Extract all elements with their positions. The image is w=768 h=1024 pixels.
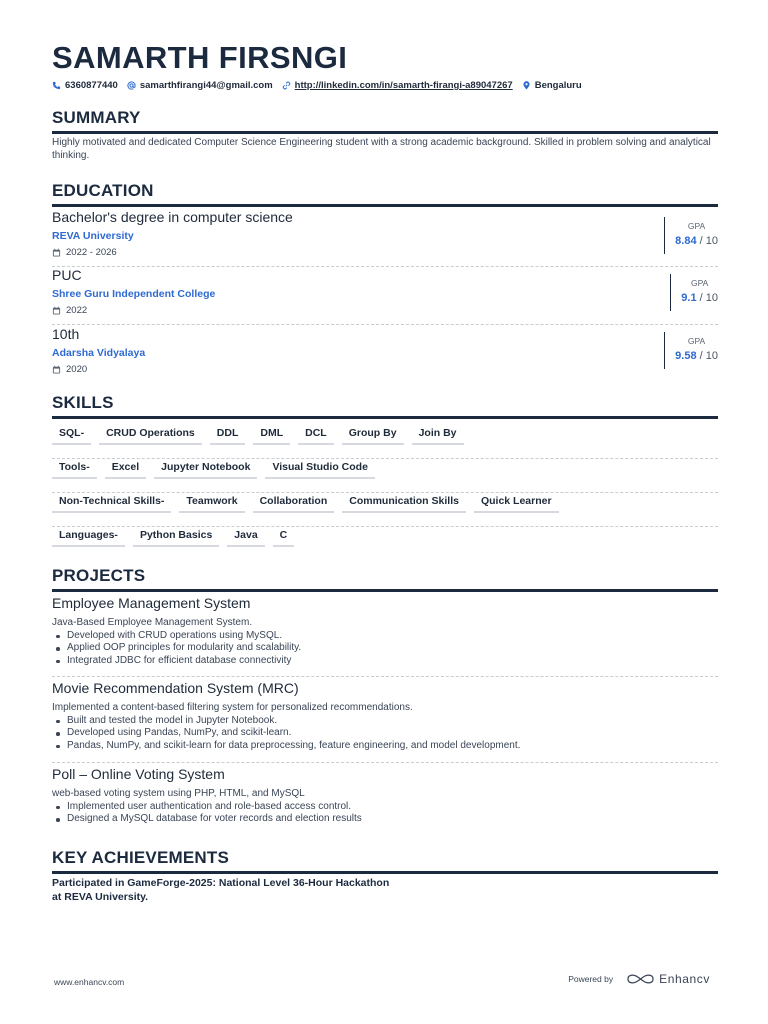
gpa-scale: / 10: [699, 350, 718, 362]
skill-tag: Java: [227, 527, 264, 547]
calendar-icon: [52, 365, 61, 374]
gpa-number: 9.58: [675, 350, 697, 362]
powered-by-text: Powered by: [568, 974, 614, 984]
enhancv-logo-icon: [627, 972, 654, 986]
skill-tag: DDL: [210, 425, 246, 445]
education-entry: [52, 267, 718, 325]
project-entry: [52, 595, 718, 677]
contact-bar: [52, 80, 591, 91]
skill-tag: Group By: [342, 425, 404, 445]
phone-text: 6360877440: [65, 80, 118, 91]
skill-tag: C: [273, 527, 295, 547]
skill-tag: Non-Technical Skills-: [52, 493, 171, 513]
education-dates: [52, 305, 87, 316]
skill-tag: Join By: [412, 425, 464, 445]
achievements-heading: KEY ACHIEVEMENTS: [52, 848, 718, 874]
footer-url[interactable]: www.enhancv.com: [54, 977, 125, 987]
email-text: samarthfirangi44@gmail.com: [139, 80, 273, 91]
bullet-item: Developed using Pandas, NumPy, and scikit-learn.: [52, 727, 718, 740]
linkedin-link[interactable]: http://linkedin.com/in/samarth-firangi-a89047267: [294, 80, 513, 91]
date-text: 2022 - 2026: [66, 247, 117, 258]
degree-title: PUC: [52, 267, 82, 283]
skill-tag: Tools-: [52, 459, 97, 479]
location-pin-icon: [522, 81, 531, 90]
resume-page: [52, 0, 718, 1024]
skill-tag: Jupyter Notebook: [154, 459, 257, 479]
skill-tag: Communication Skills: [342, 493, 466, 513]
gpa-box: [670, 274, 718, 311]
calendar-icon: [52, 306, 61, 315]
skill-tag: Languages-: [52, 527, 125, 547]
skill-tag: SQL-: [52, 425, 91, 445]
project-entry: [52, 680, 718, 763]
skills-row: [52, 493, 718, 527]
projects-heading: PROJECTS: [52, 566, 718, 592]
skill-tag: Collaboration: [253, 493, 335, 513]
project-bullets: [52, 630, 718, 668]
degree-title: Bachelor's degree in computer science: [52, 209, 293, 225]
bullet-item: Applied OOP principles for modularity and scalability.: [52, 642, 718, 655]
skill-tag: Visual Studio Code: [265, 459, 374, 479]
bullet-item: Developed with CRUD operations using MySQL.: [52, 630, 718, 643]
project-bullets: [52, 715, 718, 753]
project-description: Implemented a content-based filtering system for personalized recommendations.: [52, 702, 413, 713]
gpa-value: [681, 292, 718, 304]
gpa-scale: / 10: [699, 235, 718, 247]
bullet-item: Built and tested the model in Jupyter Notebook.: [52, 715, 718, 728]
skills-row: [52, 459, 718, 493]
phone-icon: [52, 81, 61, 90]
summary-heading: SUMMARY: [52, 108, 718, 134]
gpa-label: GPA: [690, 278, 709, 288]
contact-linkedin[interactable]: [282, 80, 513, 91]
education-entry: [52, 326, 718, 384]
calendar-icon: [52, 248, 61, 257]
education-heading: EDUCATION: [52, 181, 718, 207]
education-dates: [52, 247, 117, 258]
gpa-number: 9.1: [681, 292, 697, 304]
at-icon: [127, 81, 136, 90]
location-text: Bengaluru: [534, 80, 582, 91]
project-description: web-based voting system using PHP, HTML, and MySQL: [52, 788, 305, 799]
contact-location: [522, 80, 582, 91]
contact-email[interactable]: [127, 80, 273, 91]
bullet-item: Implemented user authentication and role-based access control.: [52, 801, 718, 814]
skill-tag: Teamwork: [179, 493, 244, 513]
institution-name: Adarsha Vidyalaya: [52, 347, 146, 359]
skill-tag: CRUD Operations: [99, 425, 202, 445]
project-title: Movie Recommendation System (MRC): [52, 680, 299, 696]
project-entry: [52, 766, 718, 836]
education-entry: [52, 209, 718, 267]
education-dates: [52, 364, 87, 375]
skills-heading: SKILLS: [52, 393, 718, 419]
skill-tag: Python Basics: [133, 527, 219, 547]
skill-tag: Excel: [105, 459, 146, 479]
skill-tag: DML: [253, 425, 290, 445]
gpa-value: [675, 350, 718, 362]
contact-phone: [52, 80, 118, 91]
project-title: Poll – Online Voting System: [52, 766, 225, 782]
institution-name: Shree Guru Independent College: [52, 288, 216, 300]
candidate-name: SAMARTH FIRSNGI: [52, 40, 348, 75]
footer-brand: [568, 972, 710, 986]
gpa-label: GPA: [687, 221, 706, 231]
project-bullets: [52, 801, 718, 826]
summary-text: Highly motivated and dedicated Computer Science Engineering student with a strong academic background. Skilled in problem solving and analytical thinking.: [52, 137, 711, 161]
degree-title: 10th: [52, 326, 80, 342]
institution-name: REVA University: [52, 230, 134, 242]
gpa-label: GPA: [687, 336, 706, 346]
project-title: Employee Management System: [52, 595, 251, 611]
gpa-box: [664, 217, 718, 254]
date-text: 2020: [66, 364, 88, 375]
project-description: Java-Based Employee Management System.: [52, 617, 253, 628]
achievement-text: Participated in GameForge-2025: National Level 36-Hour Hackathon at REVA University.: [52, 877, 390, 903]
link-icon: [282, 81, 291, 90]
date-text: 2022: [66, 305, 88, 316]
gpa-number: 8.84: [675, 235, 697, 247]
bullet-item: Designed a MySQL database for voter records and election results: [52, 813, 718, 826]
skill-tag: DCL: [298, 425, 334, 445]
gpa-value: [675, 235, 718, 247]
gpa-box: [664, 332, 718, 369]
bullet-item: Integrated JDBC for efficient database connectivity: [52, 655, 718, 668]
bullet-item: Pandas, NumPy, and scikit-learn for data preprocessing, feature engineering, and model development.: [52, 740, 718, 753]
skills-row: [52, 527, 718, 561]
skills-row: [52, 425, 718, 459]
gpa-scale: / 10: [699, 292, 718, 304]
skill-tag: Quick Learner: [474, 493, 559, 513]
brand-name: Enhancv: [659, 972, 710, 986]
